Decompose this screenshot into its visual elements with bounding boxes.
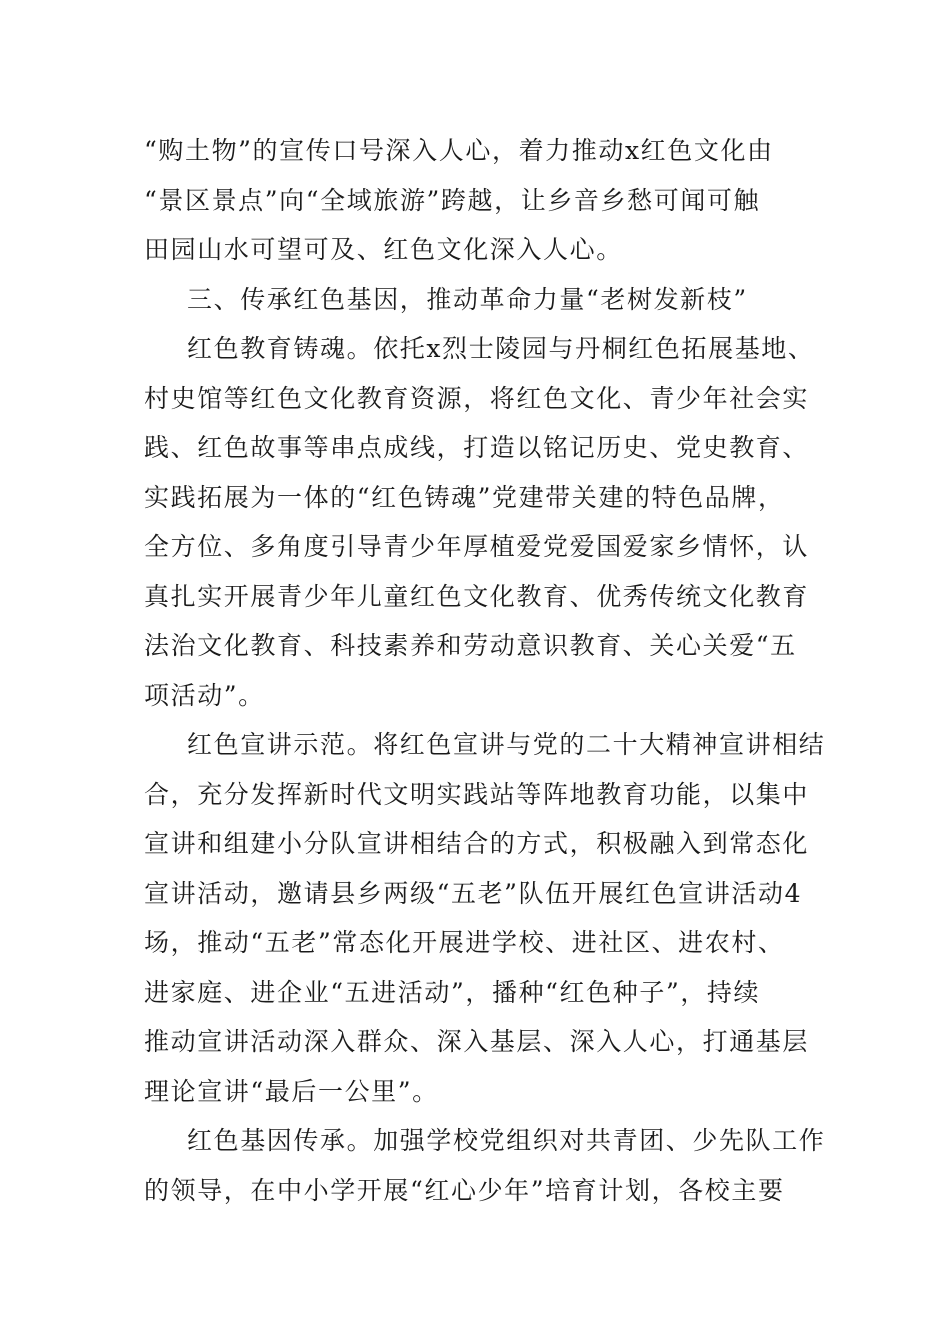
document-line: “景区景点”向“全域旅游”跨越，让乡音乡愁可闻可触 (144, 185, 761, 215)
document-line: 全方位、多角度引导青少年厚植爱党爱国爱家乡情怀，认 (144, 532, 810, 561)
document-line: 三、传承红色基因，推动革命力量“老树发新枝” (187, 284, 748, 314)
document-line: 真扎实开展青少年儿童红色文化教育、优秀传统文化教育 (144, 581, 810, 611)
document-line: “购土物”的宣传口号深入人心，着力推动x红色文化由 (144, 136, 774, 165)
document-line: 法治文化教育、科技素养和劳动意识教育、关心关爱“五 (144, 631, 797, 660)
document-line: 宣讲和组建小分队宣讲相结合的方式，积极融入到常态化 (144, 829, 810, 858)
document-line: 红色宣讲示范。将红色宣讲与党的二十大精神宣讲相结 (187, 730, 826, 759)
document-line: 推动宣讲活动深入群众、深入基层、深入人心，打通基层 (144, 1027, 810, 1056)
document-line: 的领导，在中小学开展“红心少年”培育计划，各校主要 (144, 1175, 785, 1205)
document-line: 项活动”。 (144, 680, 265, 710)
document-line: 践、红色故事等串点成线，打造以铭记历史、党史教育、 (144, 433, 810, 462)
document-line: 红色基因传承。加强学校党组织对共青团、少先队工作 (187, 1126, 826, 1155)
document-line: 实践拓展为一体的“红色铸魂”党建带关建的特色品牌， (144, 482, 785, 512)
document-line: 红色教育铸魂。依托x烈士陵园与丹桐红色拓展基地、 (187, 334, 815, 363)
document-line: 合，充分发挥新时代文明实践站等阵地教育功能，以集中 (144, 779, 810, 809)
document-line: 理论宣讲“最后一公里”。 (144, 1076, 439, 1106)
document-body (144, 126, 826, 1215)
document-line: 进家庭、进企业“五进活动”，播种“红色种子”，持续 (144, 977, 761, 1007)
document-line: 村史馆等红色文化教育资源，将红色文化、青少年社会实 (144, 383, 810, 413)
document-line: 田园山水可望可及、红色文化深入人心。 (144, 235, 623, 264)
document-line: 场，推动“五老”常态化开展进学校、进社区、进农村、 (144, 928, 785, 957)
document-line: 宣讲活动，邀请县乡两级“五老”队伍开展红色宣讲活动4 (144, 878, 803, 908)
